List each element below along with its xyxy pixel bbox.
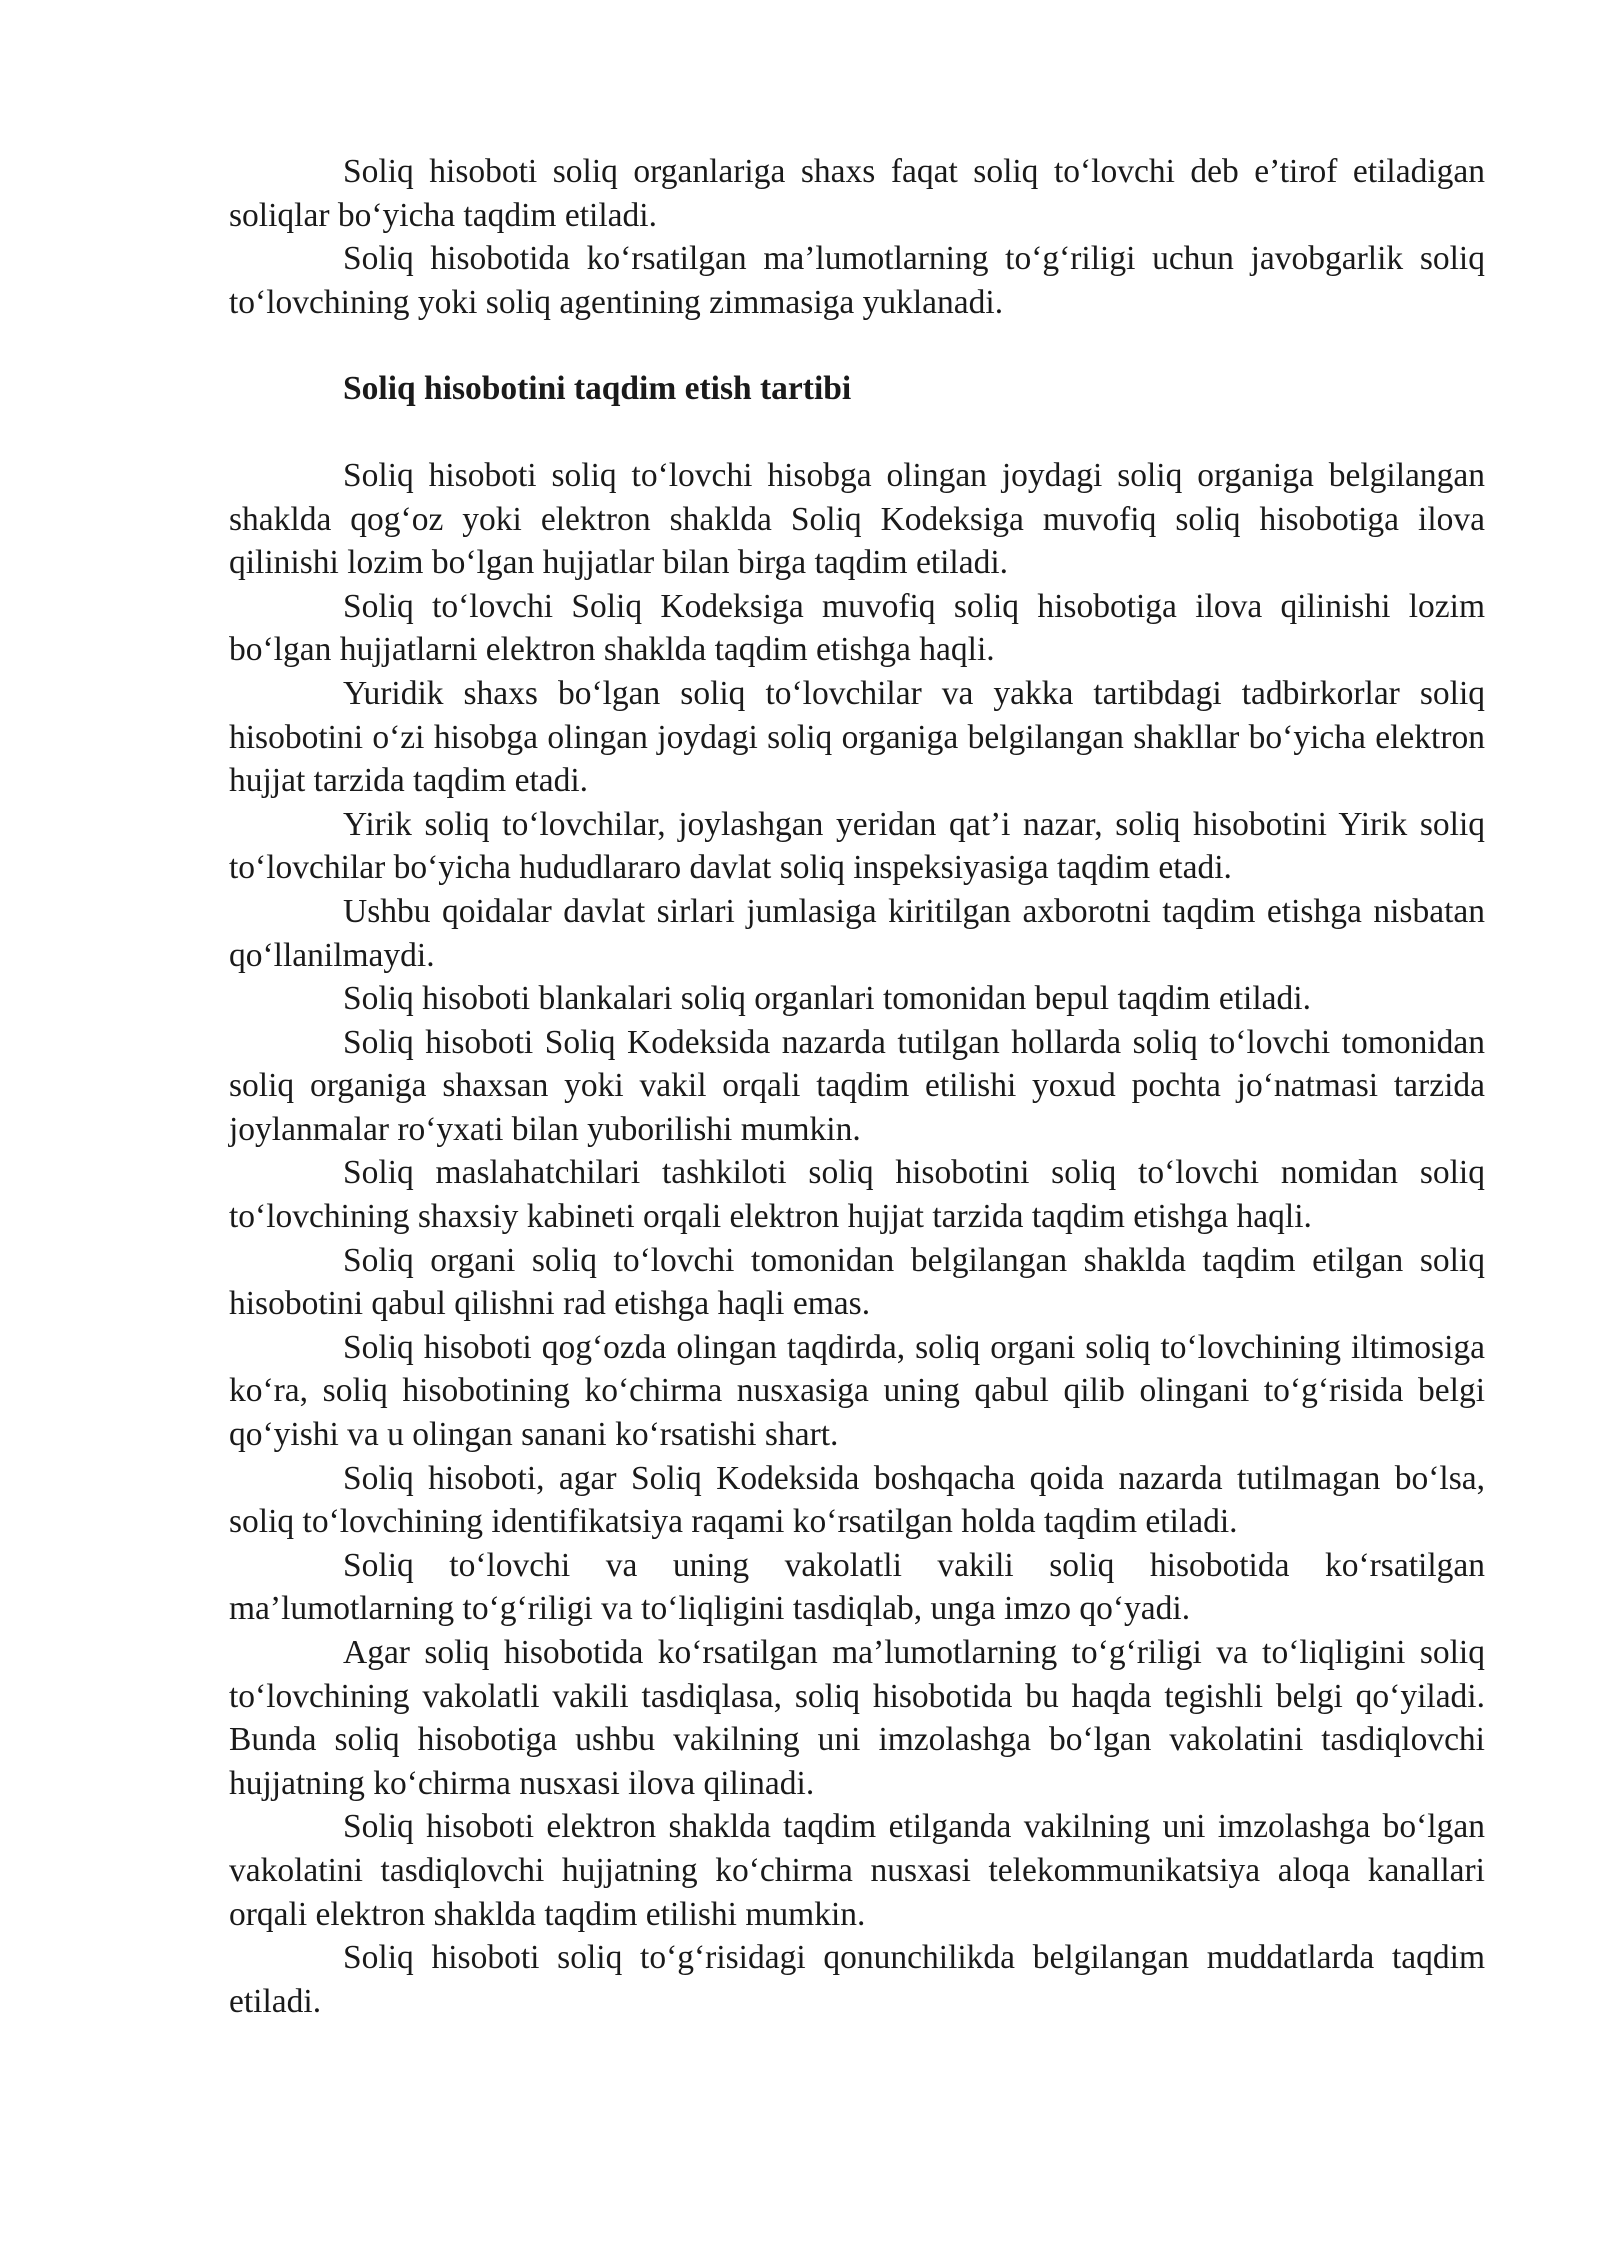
body-paragraph-3: Yuridik shaxs bo‘lgan soliq to‘lovchilar va yakka tartibdagi tadbirkorlar soliq hisobotini o‘zi hisobga olingan joydagi soliq organiga belgilangan shakllar bo‘yicha elektron hujjat tarzida taqdim etadi.	[229, 674, 1485, 800]
body-paragraph-1: Soliq hisoboti soliq to‘lovchi hisobga olingan joydagi soliq organiga belgilangan shaklda qog‘oz yoki elektron shaklda Soliq Kodeksiga muvofiq soliq hisobotiga ilova qilinishi lozim bo‘lgan hujjatlar bilan birga taqdim etiladi.	[229, 456, 1485, 582]
body-paragraph-13: Agar soliq hisobotida ko‘rsatilgan ma’lumotlarning to‘g‘riligi va to‘liqligini soliq to‘lovchining vakolatli vakili tasdiqlasa, soliq hisobotida bu haqda tegishli belgi qo‘yiladi. Bunda soliq hisobotiga ushbu vakilning uni imzolashga bo‘lgan vakolatini tasdiqlovchi hujjatning ko‘chirma nusxasi ilova qilinadi.	[229, 1634, 1485, 1802]
document-body	[229, 150, 1485, 2023]
body-paragraph-8: Soliq maslahatchilari tashkiloti soliq hisobotini soliq to‘lovchi nomidan soliq to‘lovchining shaxsiy kabineti orqali elektron hujjat tarzida taqdim etishga haqli.	[229, 1154, 1485, 1236]
body-paragraph-2: Soliq to‘lovchi Soliq Kodeksiga muvofiq soliq hisobotiga ilova qilinishi lozim bo‘lgan hujjatlarni elektron shaklda taqdim etishga haqli.	[229, 587, 1485, 669]
body-paragraph-10: Soliq hisoboti qog‘ozda olingan taqdirda, soliq organi soliq to‘lovchining iltimosiga ko‘ra, soliq hisobotining ko‘chirma nusxasiga uning qabul qilib olingani to‘g‘risida belgi qo‘yishi va u olingan sanani ko‘rsatishi shart.	[229, 1328, 1485, 1454]
intro-paragraph-1: Soliq hisoboti soliq organlariga shaxs faqat soliq to‘lovchi deb e’tirof etiladigan soliqlar bo‘yicha taqdim etiladi.	[229, 153, 1485, 234]
body-paragraph-14: Soliq hisoboti elektron shaklda taqdim etilganda vakilning uni imzolashga bo‘lgan vakolatini tasdiqlovchi hujjatning ko‘chirma nusxasi telekommunikatsiya aloqa kanallari orqali elektron shaklda taqdim etilishi mumkin.	[229, 1808, 1485, 1933]
body-paragraph-4: Yirik soliq to‘lovchilar, joylashgan yeridan qat’i nazar, soliq hisobotini Yirik soliq to‘lovchilar bo‘yicha hududlararo davlat soliq inspeksiyasiga taqdim etadi.	[229, 805, 1485, 887]
body-paragraph-7: Soliq hisoboti Soliq Kodeksida nazarda tutilgan hollarda soliq to‘lovchi tomonidan soliq organiga shaxsan yoki vakil orqali taqdim etilishi yoxud pochta jo‘natmasi tarzida joylanmalar ro‘yxati bilan yuborilishi mumkin.	[229, 1023, 1485, 1148]
body-paragraph-9: Soliq organi soliq to‘lovchi tomonidan belgilangan shaklda taqdim etilgan soliq hisobotini qabul qilishni rad etishga haqli emas.	[229, 1241, 1485, 1323]
body-paragraph-6: Soliq hisoboti blankalari soliq organlari tomonidan bepul taqdim etiladi.	[343, 980, 1311, 1018]
intro-paragraph-2: Soliq hisobotida ko‘rsatilgan ma’lumotlarning to‘g‘riligi uchun javobgarlik soliq to‘lovchining yoki soliq agentining zimmasiga yuklanadi.	[229, 240, 1485, 321]
body-paragraph-11: Soliq hisoboti, agar Soliq Kodeksida boshqacha qoida nazarda tutilmagan bo‘lsa, soliq to‘lovchining identifikatsiya raqami ko‘rsatilgan holda taqdim etiladi.	[229, 1459, 1485, 1541]
body-paragraph-12: Soliq to‘lovchi va uning vakolatli vakili soliq hisobotida ko‘rsatilgan ma’lumotlarning to‘g‘riligi va to‘liqligini tasdiqlab, unga imzo qo‘yadi.	[229, 1546, 1485, 1628]
body-paragraph-15: Soliq hisoboti soliq to‘g‘risidagi qonunchilikda belgilangan muddatlarda taqdim etiladi.	[229, 1939, 1485, 2020]
section-title: Soliq hisobotini taqdim etish tartibi	[343, 370, 852, 408]
body-paragraph-5: Ushbu qoidalar davlat sirlari jumlasiga kiritilgan axborotni taqdim etishga nisbatan qo‘llanilmaydi.	[229, 892, 1485, 974]
